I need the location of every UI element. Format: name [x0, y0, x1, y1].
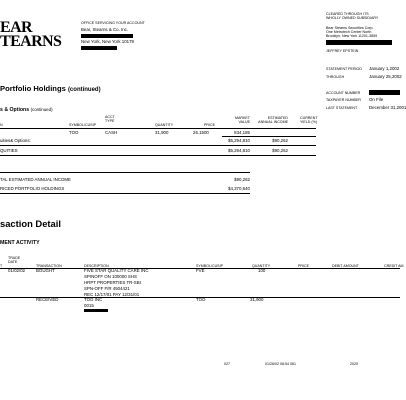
tx1-desc-1: FIVE STAR QUALITY CARE INC — [84, 268, 149, 273]
col-market-value: MARKET VALUE — [235, 116, 250, 125]
tx-col-price: PRICE — [298, 264, 309, 268]
totals-rule — [0, 145, 316, 146]
col-c0: N — [0, 123, 3, 127]
tx-col-c0: T — [0, 264, 3, 268]
total-equities-label: uities& Options: — [0, 138, 31, 143]
total-equities-value: $5,294,810 — [228, 138, 250, 143]
row-price: 26.1500 — [193, 130, 209, 135]
redacted-address-2 — [81, 46, 117, 50]
tx2-desc-2: 0015 — [84, 303, 94, 308]
footer-code-1: 027 — [224, 362, 230, 366]
tx-col-symbol: SYMBOL/CUSIP — [196, 264, 223, 268]
tx2-type: RECEIVED — [36, 297, 59, 302]
priced-holdings-label: RICED PORTFOLIO HOLDINGS — [0, 186, 65, 191]
col-acct-type: ACCT TYPE — [105, 115, 115, 124]
transaction-subsection: MENT ACTIVITY — [0, 240, 40, 246]
priced-holdings-value: $4,370,640 — [228, 186, 250, 191]
redacted-account-number — [369, 90, 400, 95]
tx-col-quantity: QUANTITY — [252, 264, 271, 268]
tx2-quantity: 31,900 — [250, 297, 264, 302]
annual-income-value: $90,262 — [234, 177, 250, 182]
logo-line-1: EAR — [0, 19, 32, 36]
office-name: Bear, Stearns & Co. Inc. — [81, 27, 129, 32]
row-market-value: 834,185 — [234, 130, 250, 135]
row-type: CASH — [105, 130, 118, 135]
last-statement-label: LAST STATEMENT — [326, 106, 358, 110]
redacted-description — [84, 309, 108, 312]
tx2-symbol: TOO — [196, 297, 206, 302]
tx1-type: BOUGHT — [36, 268, 55, 273]
account-holder: JEFFREY EPSTEIN — [326, 49, 359, 53]
col-price: PRICE — [204, 123, 215, 127]
portfolio-sub-continued: (continued) — [30, 107, 53, 112]
tx1-desc-3: HRPT PROPERTIES TR-SBI — [84, 280, 141, 285]
equities-income: $90,262 — [272, 148, 288, 153]
equities-label: QUITIES — [0, 148, 18, 153]
statement-period-value: January 1,2002 — [369, 66, 400, 71]
tx1-quantity: 100 — [258, 268, 266, 273]
clearing-line-4: One Metrotech Center North — [326, 30, 372, 34]
portfolio-subsection — [0, 107, 53, 113]
tx1-desc-4: SPN-OFF F/R 4504421 — [84, 286, 130, 291]
tx-col-description: DESCRIPTION — [84, 264, 109, 268]
statement-period-label: STATEMENT PERIOD — [326, 67, 362, 71]
row-quantity: 31,900 — [155, 130, 169, 135]
col-symbol: SYMBOL/CUSIP — [69, 123, 96, 127]
portfolio-title-text: Portfolio Holdings — [0, 84, 66, 93]
tx1-symbol: FVE — [196, 268, 205, 273]
clearing-line-1: CLEARED THROUGH ITS — [326, 12, 369, 16]
redacted-clearing — [326, 40, 392, 45]
tx-col-debit: DEBIT AMOUNT — [332, 264, 359, 268]
row-symbol: TOO — [69, 130, 79, 135]
last-statement-value: December 31,2001 — [369, 105, 406, 110]
clearing-line-5: Brooklyn, New York 11201-3859 — [326, 34, 378, 38]
tx2-desc-1: TOO INC — [84, 297, 103, 302]
office-city: New York, New York 10179 — [81, 39, 134, 44]
tx-col-trade-date: TRADE DATE — [8, 256, 21, 265]
tx1-desc-2: SPINOFF ON 100000 SHS — [84, 274, 137, 279]
col-est-income: ESTIMATED ANNUAL INCOME — [258, 116, 288, 125]
header-rule — [0, 128, 316, 129]
portfolio-continued: (continued) — [67, 87, 101, 93]
tx1-date: 01/02/02 — [8, 268, 26, 273]
footer-code-3: 2020 — [350, 362, 358, 366]
portfolio-subsection-text: s & Options — [0, 107, 30, 113]
col-yield: CURRENT YIELD (%) — [300, 116, 318, 125]
bear-stearns-logo — [0, 21, 61, 49]
tx-col-transaction: TRANSACTION — [36, 264, 62, 268]
office-label: OFFICE SERVICING YOUR ACCOUNT — [81, 21, 145, 25]
tx1-desc-5: REC 12/17/01 PAY 12/31/01 — [84, 292, 140, 297]
summary-rule-bottom — [0, 193, 250, 194]
clearing-line-2: WHOLLY OWNED SUBSIDIARY — [326, 16, 379, 20]
transaction-title: saction Detail — [0, 218, 61, 229]
account-number-label: ACCOUNT NUMBER — [326, 91, 361, 95]
tx-col-credit: CREDIT AM — [384, 264, 404, 268]
taxpayer-label: TAXPAYER NUMBER — [326, 98, 361, 102]
summary-rule-top — [0, 172, 250, 173]
redacted-address — [81, 34, 133, 38]
col-quantity: QUANTITY — [155, 123, 174, 127]
logo-line-2: TEARNS — [0, 33, 62, 50]
clearing-line-3: Bear Stearns Securities Corp. — [326, 26, 374, 30]
taxpayer-value: On File — [369, 97, 384, 102]
equities-rule — [0, 155, 316, 156]
annual-income-label: TAL ESTIMATED ANNUAL INCOME — [0, 177, 71, 182]
total-equities-income: $90,262 — [272, 138, 288, 143]
portfolio-title — [0, 84, 101, 93]
through-label: THROUGH — [326, 75, 345, 79]
row-rule — [222, 136, 316, 137]
footer-code-2: 01/26/02 08:54 061 — [265, 362, 296, 366]
through-value: January 25,2002 — [369, 74, 402, 79]
equities-value: $5,294,810 — [228, 148, 250, 153]
